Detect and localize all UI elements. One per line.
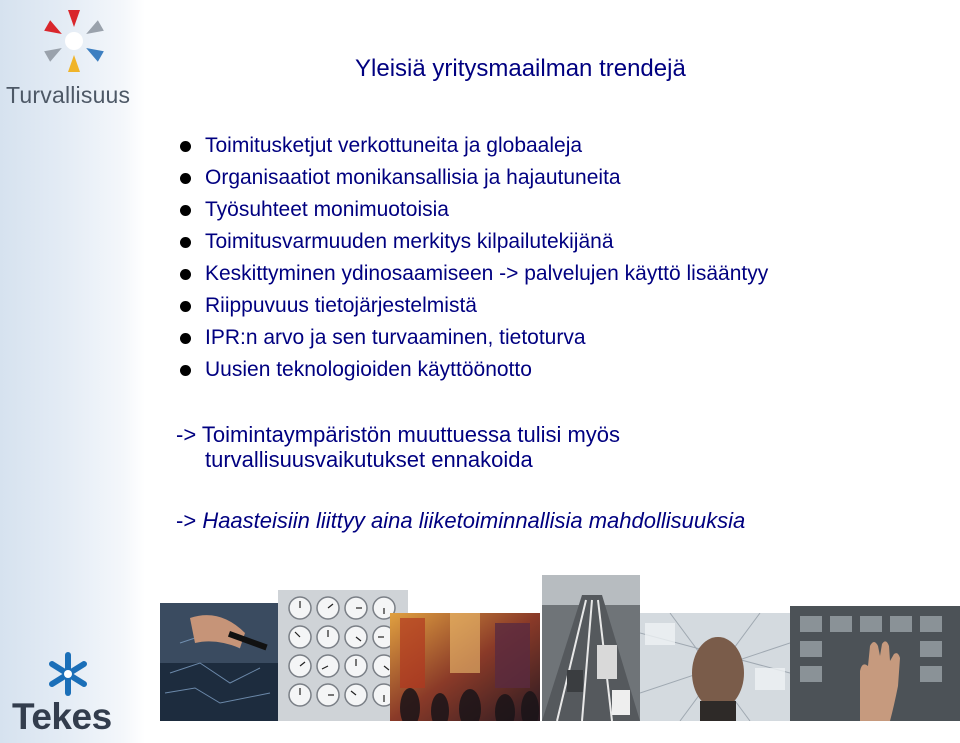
slide-title: Yleisiä yritysmaailman trendejä [355,55,686,82]
highlight-arrow: -> [176,508,197,533]
bullet-icon [180,269,191,280]
highlight-text [176,508,745,534]
list-item [180,195,768,227]
tekes-snowflake-icon [46,652,90,696]
list-item-text: Toimitusketjut verkottuneita ja globaaleja [205,134,583,157]
turvallisuus-wordmark: Turvallisuus [6,82,131,108]
list-item [180,131,768,163]
tekes-wordmark: Tekes [12,696,112,737]
list-item [180,323,768,355]
turvallisuus-star-icon [41,8,107,74]
bullet-icon [180,301,191,312]
bullet-icon [180,333,191,344]
trend-list [180,131,768,387]
list-item-text: IPR:n arvo ja sen turvaaminen, tietoturva [205,326,586,349]
city-crowd-photo [390,613,540,721]
list-item-text: Keskittyminen ydinosaamiseen -> palvelujen käyttö lisääntyy [205,262,769,285]
tekes-logo [10,652,140,740]
conclusion-text [176,422,620,472]
conclusion-line-2: turvallisuusvaikutukset ennakoida [205,447,533,472]
list-item-text: Toimitusvarmuuden merkitys kilpailutekijänä [205,230,614,253]
list-item [180,163,768,195]
conclusion-line-1: -> Toimintaympäristön muuttuessa tulisi myös [176,422,621,447]
face-network-photo [640,613,790,721]
sidebar [0,0,145,743]
highway-traffic-photo [542,575,640,721]
list-item-text: Työsuhteet monimuotoisia [205,198,449,221]
list-item [180,291,768,323]
bullet-icon [180,365,191,376]
bullet-icon [180,237,191,248]
bullet-icon [180,173,191,184]
list-item-text: Uusien teknologioiden käyttöönotto [205,358,532,381]
highlight-message: Haasteisiin liittyy aina liiketoiminnallisia mahdollisuuksia [202,508,746,533]
world-clocks-photo [278,590,408,721]
list-item [180,355,768,387]
list-item-text: Organisaatiot monikansallisia ja hajautuneita [205,166,621,189]
list-item [180,259,768,291]
turvallisuus-logo [6,8,142,108]
list-item-text: Riippuvuus tietojärjestelmistä [205,294,477,317]
bullet-icon [180,205,191,216]
hand-writing-photo [160,603,278,721]
bullet-icon [180,141,191,152]
list-item [180,227,768,259]
hand-touchscreen-photo [790,606,960,721]
